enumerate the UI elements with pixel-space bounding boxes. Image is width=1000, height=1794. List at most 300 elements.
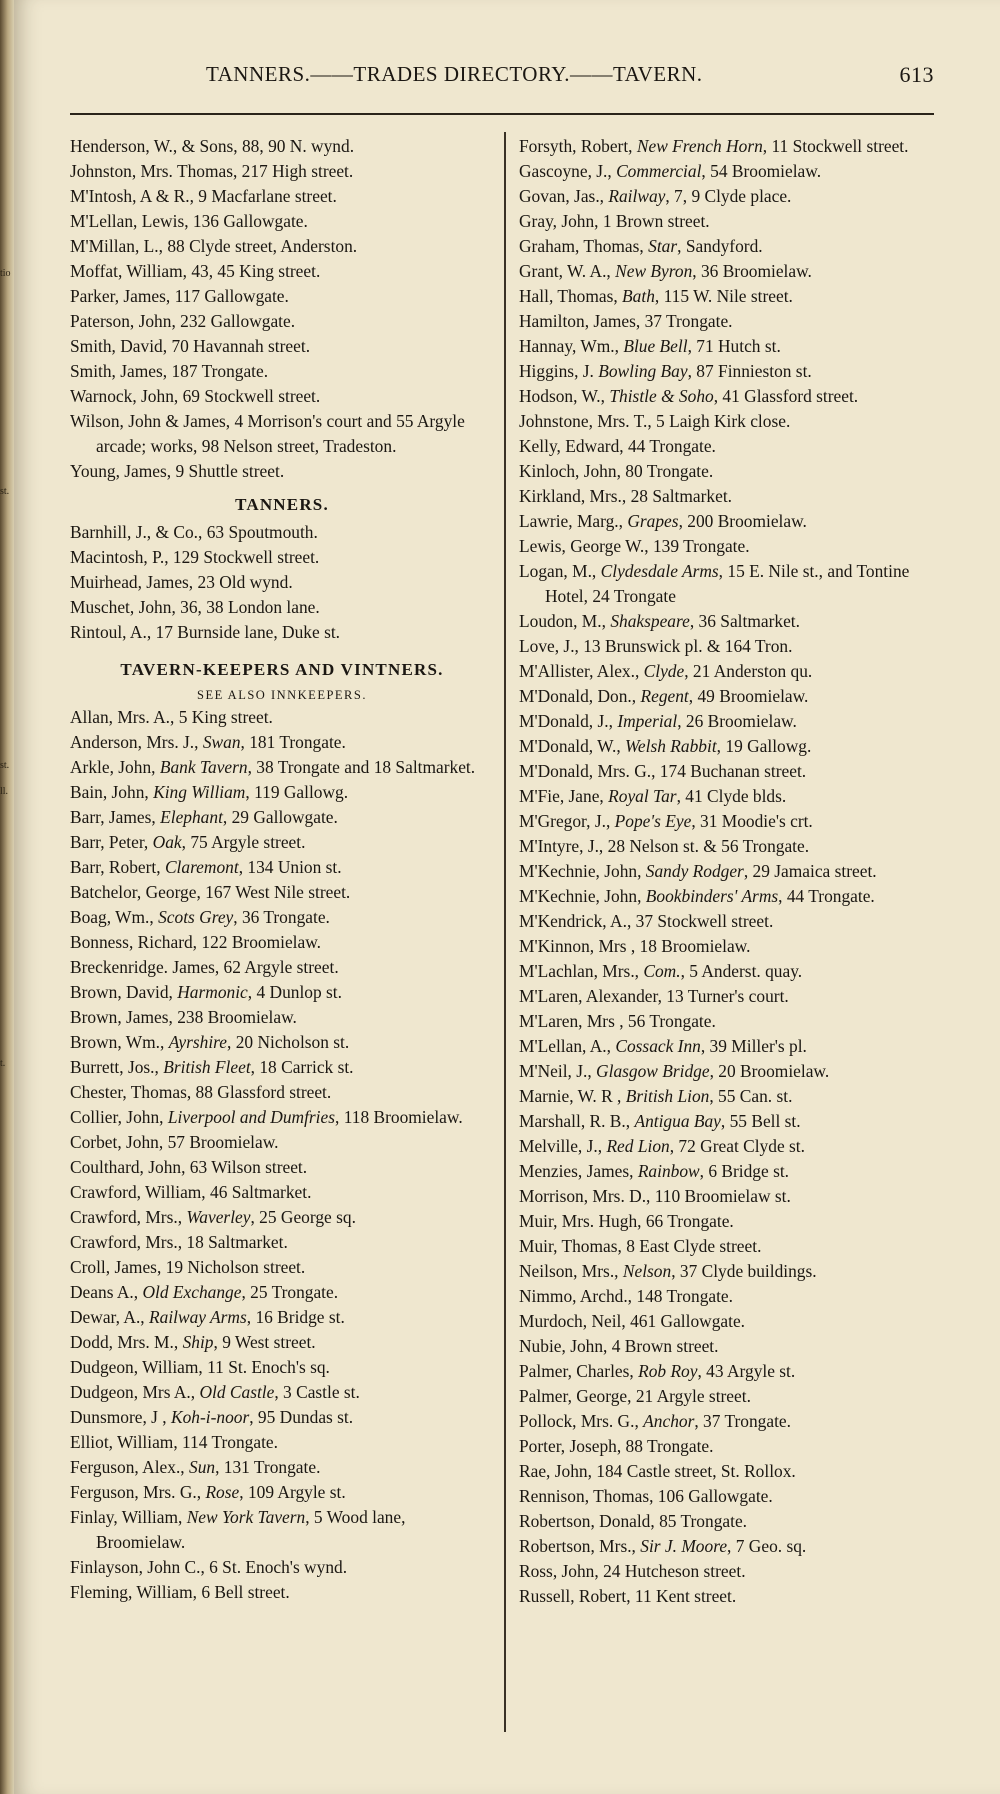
entry-text: Kinloch, John, 80 Trongate. [519, 461, 714, 481]
entry-text: Neilson, Mrs., [519, 1261, 623, 1281]
entry-text: Pollock, Mrs. G., [519, 1411, 644, 1431]
entry-text: M'Kendrick, A., 37 Stockwell street. [519, 911, 774, 931]
directory-entry [70, 730, 494, 755]
directory-entry [70, 184, 494, 209]
entry-address: , 119 Gallowg. [245, 782, 349, 802]
entry-text: M'Lellan, A., [519, 1036, 616, 1056]
section-heading-tavern-keepers: TAVERN-KEEPERS AND VINTNERS. [120, 660, 444, 679]
entry-text: Brown, Wm., [70, 1032, 169, 1052]
entry-text: Collier, John, [70, 1107, 168, 1127]
section-heading-tanners: TANNERS. [235, 495, 329, 514]
entry-text: Arkle, John, [70, 757, 160, 777]
directory-entry [70, 930, 494, 955]
entry-address: , 25 Trongate. [241, 1282, 339, 1302]
entry-address: , 26 Broomielaw. [677, 711, 797, 731]
entry-address: , 37 Clyde buildings. [671, 1261, 817, 1281]
entry-text: Dudgeon, William, 11 St. Enoch's sq. [70, 1357, 330, 1377]
entry-text: Ferguson, Mrs. G., [70, 1482, 206, 1502]
establishment-name: Clydesdale Arms [600, 561, 719, 581]
directory-entry [519, 1284, 947, 1309]
directory-entry [70, 1155, 494, 1180]
directory-entry [70, 1405, 494, 1430]
establishment-name: King William [153, 782, 246, 802]
entry-text: Finlayson, John C., 6 St. Enoch's wynd. [70, 1557, 348, 1577]
entry-address: , 36 Saltmarket. [689, 611, 800, 631]
entry-text: Crawford, Mrs., 18 Saltmarket. [70, 1232, 288, 1252]
directory-entry [70, 1080, 494, 1105]
directory-entry [519, 1509, 947, 1534]
entry-text: Barr, Peter, [70, 832, 153, 852]
entry-address: , 39 Miller's pl. [700, 1036, 807, 1056]
entry-address: , 3 Castle st. [274, 1382, 360, 1402]
establishment-name: Old Exchange [142, 1282, 242, 1302]
entry-text: M'Laren, Mrs , 56 Trongate. [519, 1011, 716, 1031]
entry-address: , 134 Union st. [238, 857, 342, 877]
directory-entry [70, 1455, 494, 1480]
directory-entry [519, 1109, 947, 1134]
entry-text: Deans A., [70, 1282, 143, 1302]
entry-text: Wilson, John & James, 4 Morrison's court and 55 Argyle arcade; works, 98 Nelson street, Tradeston. [70, 411, 465, 456]
entry-text: M'Allister, Alex., [519, 661, 644, 681]
directory-entry [519, 1209, 947, 1234]
entry-text: Moffat, William, 43, 45 King street. [70, 261, 321, 281]
directory-entry [519, 1384, 947, 1409]
right-column [519, 134, 947, 1609]
directory-entry [519, 1459, 947, 1484]
entry-text: Coulthard, John, 63 Wilson street. [70, 1157, 308, 1177]
directory-entry [70, 570, 494, 595]
gutter-mark: tio [0, 268, 11, 279]
directory-entry [70, 1205, 494, 1230]
entry-address: , 29 Gallowgate. [222, 807, 338, 827]
establishment-name: Commercial [616, 161, 702, 181]
directory-entry [519, 284, 947, 309]
entry-text: Graham, Thomas, [519, 236, 649, 256]
directory-entry [519, 1084, 947, 1109]
gutter-mark: st. [0, 486, 10, 497]
entry-text: Young, James, 9 Shuttle street. [70, 461, 285, 481]
entry-address: , 44 Trongate. [778, 886, 875, 906]
directory-entry [519, 534, 947, 559]
establishment-name: Bookbinders' Arms [645, 886, 779, 906]
entry-text: Palmer, Charles, [519, 1361, 639, 1381]
entry-text: M'Lachlan, Mrs., [519, 961, 644, 981]
directory-entry [519, 434, 947, 459]
entry-text: Kirkland, Mrs., 28 Saltmarket. [519, 486, 733, 506]
directory-entry [519, 709, 947, 734]
entry-text: M'Lellan, Lewis, 136 Gallowgate. [70, 211, 308, 231]
directory-entry [519, 134, 947, 159]
entry-text: Burrett, Jos., [70, 1057, 164, 1077]
establishment-name: Imperial [617, 711, 678, 731]
establishment-name: Sandy Rodger [645, 861, 744, 881]
entry-address: , 20 Nicholson st. [227, 1032, 350, 1052]
gutter-mark: st. [0, 760, 10, 771]
entry-text: Crawford, Mrs., [70, 1207, 187, 1227]
entry-text: M'Kechnie, John, [519, 886, 646, 906]
directory-entry [519, 734, 947, 759]
directory-entry [70, 284, 494, 309]
establishment-name: New York Tavern [186, 1507, 306, 1527]
entry-text: Ferguson, Alex., [70, 1457, 189, 1477]
establishment-name: Rose [205, 1482, 240, 1502]
establishment-name: Pope's Eye [614, 811, 692, 831]
entry-text: Forsyth, Robert, [519, 136, 637, 156]
entry-text: Porter, Joseph, 88 Trongate. [519, 1436, 714, 1456]
entry-text: Anderson, Mrs. J., [70, 732, 203, 752]
directory-entry [519, 1309, 947, 1334]
entry-address: , 18 Carrick st. [250, 1057, 354, 1077]
entry-text: Fleming, William, 6 Bell street. [70, 1582, 290, 1602]
entry-text: Finlay, William, [70, 1507, 187, 1527]
entry-address: , 54 Broomielaw. [701, 161, 822, 181]
entry-text: Dudgeon, Mrs A., [70, 1382, 200, 1402]
header-rule [70, 113, 934, 115]
directory-entry [70, 780, 494, 805]
directory-entry [70, 1030, 494, 1055]
entry-text: M'Laren, Alexander, 13 Turner's court. [519, 986, 789, 1006]
establishment-name: Grapes [627, 511, 679, 531]
entry-address: , 49 Broomielaw. [688, 686, 809, 706]
directory-entry [519, 784, 947, 809]
establishment-name: Anchor [643, 1411, 695, 1431]
directory-entry [519, 1434, 947, 1459]
entry-text: Nimmo, Archd., 148 Trongate. [519, 1286, 734, 1306]
entry-text: Hannay, Wm., [519, 336, 624, 356]
entry-address: , 71 Hutch st. [687, 336, 781, 356]
entry-address: , 15 E. Nile st., and Tontine Hotel, 24 Trongate [545, 561, 910, 606]
directory-entry [70, 880, 494, 905]
entry-address: , Sandyford. [677, 236, 763, 256]
directory-entry [519, 1159, 947, 1184]
establishment-name: Glasgow Bridge [596, 1061, 710, 1081]
establishment-name: Koh-i-noor [170, 1407, 250, 1427]
entry-text: M'Gregor, J., [519, 811, 615, 831]
entry-address: , 37 Trongate. [694, 1411, 791, 1431]
directory-entry [519, 1484, 947, 1509]
entry-text: Dewar, A., [70, 1307, 149, 1327]
directory-entry [70, 1255, 494, 1280]
column-divider [504, 132, 506, 1732]
establishment-name: Bath [622, 286, 655, 306]
directory-entry [519, 934, 947, 959]
establishment-name: Antigua Bay [634, 1111, 721, 1131]
directory-entry [70, 1005, 494, 1030]
entry-address: , 41 Glassford street. [713, 386, 859, 406]
entry-text: Hamilton, James, 37 Trongate. [519, 311, 733, 331]
entry-address: , 200 Broomielaw. [678, 511, 807, 531]
directory-entry [70, 1555, 494, 1580]
directory-entry [519, 334, 947, 359]
directory-entry [519, 634, 947, 659]
establishment-name: Bank Tavern [159, 757, 248, 777]
directory-entry [70, 1430, 494, 1455]
directory-entry [519, 309, 947, 334]
entry-address: , 11 Stockwell street. [762, 136, 909, 156]
directory-entry [519, 809, 947, 834]
entry-text: Muir, Thomas, 8 East Clyde street. [519, 1236, 762, 1256]
directory-entry [519, 184, 947, 209]
establishment-name: Railway Arms [149, 1307, 247, 1327]
entry-address: , 7 Geo. sq. [727, 1536, 807, 1556]
directory-entry [70, 595, 494, 620]
entry-text: Brown, David, [70, 982, 178, 1002]
directory-entry [70, 905, 494, 930]
entry-text: Lawrie, Marg., [519, 511, 628, 531]
entry-text: Govan, Jas., [519, 186, 609, 206]
entry-address: , 181 Trongate. [240, 732, 346, 752]
establishment-name: Red Lion [606, 1136, 670, 1156]
entry-text: M'Intosh, A & R., 9 Macfarlane street. [70, 186, 337, 206]
establishment-name: Shakspeare [610, 611, 690, 631]
entry-text: Allan, Mrs. A., 5 King street. [70, 707, 273, 727]
directory-entry [70, 1305, 494, 1330]
entry-text: Warnock, John, 69 Stockwell street. [70, 386, 321, 406]
entry-text: M'Intyre, J., 28 Nelson st. & 56 Trongate. [519, 836, 810, 856]
entry-address: , 4 Dunlop st. [247, 982, 342, 1002]
entry-text: Gray, John, 1 Brown street. [519, 211, 710, 231]
binding-gutter [0, 0, 14, 1794]
directory-entry [519, 759, 947, 784]
entry-text: Gascoyne, J., [519, 161, 617, 181]
entry-text: Kelly, Edward, 44 Trongate. [519, 436, 716, 456]
directory-entry [519, 384, 947, 409]
entry-text: Robertson, Donald, 85 Trongate. [519, 1511, 748, 1531]
entry-text: Rintoul, A., 17 Burnside lane, Duke st. [70, 622, 341, 642]
directory-entry [519, 1409, 947, 1434]
directory-entry [519, 159, 947, 184]
entry-text: Marnie, W. R , [519, 1086, 626, 1106]
entry-address: , 118 Broomielaw. [335, 1107, 463, 1127]
directory-entry [70, 520, 494, 545]
entry-address: , 115 W. Nile street. [654, 286, 793, 306]
entry-text: Henderson, W., & Sons, 88, 90 N. wynd. [70, 136, 355, 156]
entry-text: Dunsmore, J , [70, 1407, 171, 1427]
establishment-name: Blue Bell [623, 336, 688, 356]
establishment-name: New French Horn [636, 136, 763, 156]
entry-text: Ross, John, 24 Hutcheson street. [519, 1561, 746, 1581]
directory-entry [70, 334, 494, 359]
entry-text: M'Donald, Mrs. G., 174 Buchanan street. [519, 761, 807, 781]
entry-text: Rennison, Thomas, 106 Gallowgate. [519, 1486, 773, 1506]
directory-entry [519, 259, 947, 284]
directory-entry [519, 984, 947, 1009]
entry-address: , 25 George sq. [250, 1207, 356, 1227]
entry-address: , 75 Argyle street. [181, 832, 306, 852]
entry-text: Palmer, George, 21 Argyle street. [519, 1386, 751, 1406]
establishment-name: Clyde [643, 661, 685, 681]
entry-address: , 21 Anderston qu. [684, 661, 813, 681]
establishment-name: Welsh Rabbit [625, 736, 717, 756]
directory-entry [519, 559, 947, 609]
entry-text: Croll, James, 19 Nicholson street. [70, 1257, 306, 1277]
directory-entry [519, 1334, 947, 1359]
establishment-name: Com. [643, 961, 681, 981]
entry-text: Barr, James, [70, 807, 161, 827]
entry-text: Barnhill, J., & Co., 63 Spoutmouth. [70, 522, 318, 542]
entry-text: Macintosh, P., 129 Stockwell street. [70, 547, 320, 567]
directory-entry [519, 1059, 947, 1084]
directory-entry [519, 1034, 947, 1059]
running-title: TANNERS.——TRADES DIRECTORY.——TAVERN. [206, 62, 703, 86]
directory-entry [70, 805, 494, 830]
directory-entry [519, 459, 947, 484]
directory-entry [70, 1505, 494, 1555]
directory-entry [519, 484, 947, 509]
tavern-continued-list [70, 134, 494, 484]
directory-entry [519, 1559, 947, 1584]
entry-text: M'Kechnie, John, [519, 861, 646, 881]
directory-entry [519, 1234, 947, 1259]
establishment-name: Swan [202, 732, 241, 752]
directory-entry [70, 259, 494, 284]
directory-entry [519, 859, 947, 884]
entry-address: , 9 West street. [213, 1332, 316, 1352]
directory-entry [519, 659, 947, 684]
entry-text: Rae, John, 184 Castle street, St. Rollox. [519, 1461, 796, 1481]
entry-text: Muir, Mrs. Hugh, 66 Trongate. [519, 1211, 734, 1231]
directory-entry [519, 509, 947, 534]
entry-address: , 20 Broomielaw. [709, 1061, 830, 1081]
entry-text: Crawford, William, 46 Saltmarket. [70, 1182, 312, 1202]
entry-address: , 109 Argyle st. [239, 1482, 346, 1502]
entry-address: , 6 Bridge st. [699, 1161, 790, 1181]
establishment-name: Oak [152, 832, 182, 852]
directory-entry [70, 309, 494, 334]
gutter-mark: t. [0, 1058, 6, 1069]
directory-entry [70, 620, 494, 645]
directory-entry [70, 1480, 494, 1505]
directory-entry [519, 1584, 947, 1609]
entry-text: Loudon, M., [519, 611, 611, 631]
directory-entry [70, 705, 494, 730]
establishment-name: Nelson [622, 1261, 672, 1281]
directory-entry [70, 1580, 494, 1605]
tanners-list [70, 520, 494, 645]
entry-address: , 36 Trongate. [233, 907, 330, 927]
tavern-keepers-list [70, 705, 494, 1605]
entry-text: Nubie, John, 4 Brown street. [519, 1336, 719, 1356]
entry-address: , 41 Clyde blds. [676, 786, 787, 806]
establishment-name: Sun [189, 1457, 216, 1477]
entry-text: M'Fie, Jane, [519, 786, 609, 806]
entry-text: Bonness, Richard, 122 Broomielaw. [70, 932, 322, 952]
entry-text: M'Kinnon, Mrs , 18 Broomielaw. [519, 936, 751, 956]
entry-text: M'Donald, W., [519, 736, 626, 756]
directory-entry [70, 1180, 494, 1205]
entry-address: , 38 Trongate and 18 Saltmarket. [247, 757, 476, 777]
entry-text: Hodson, W., [519, 386, 610, 406]
establishment-name: Rainbow [637, 1161, 700, 1181]
directory-entry [70, 1105, 494, 1130]
establishment-name: Old Castle [199, 1382, 275, 1402]
directory-entry [70, 1130, 494, 1155]
entry-text: Morrison, Mrs. D., 110 Broomielaw st. [519, 1186, 791, 1206]
entry-text: Dodd, Mrs. M., [70, 1332, 183, 1352]
directory-entry [70, 459, 494, 484]
entry-text: Love, J., 13 Brunswick pl. & 164 Tron. [519, 636, 793, 656]
directory-entry [519, 1259, 947, 1284]
directory-entry [519, 834, 947, 859]
establishment-name: Bowling Bay [598, 361, 688, 381]
entry-text: Muschet, John, 36, 38 London lane. [70, 597, 320, 617]
directory-entry [519, 1134, 947, 1159]
establishment-name: New Byron [615, 261, 693, 281]
directory-entry [70, 359, 494, 384]
directory-entry [70, 830, 494, 855]
directory-entry [519, 909, 947, 934]
entry-text: Parker, James, 117 Gallowgate. [70, 286, 289, 306]
entry-text: M'Neil, J., [519, 1061, 597, 1081]
directory-entry [519, 359, 947, 384]
entry-text: Smith, James, 187 Trongate. [70, 361, 269, 381]
directory-entry [70, 159, 494, 184]
entry-text: Elliot, William, 114 Trongate. [70, 1432, 278, 1452]
establishment-name: Star [648, 236, 678, 256]
entry-text: Hall, Thomas, [519, 286, 623, 306]
directory-entry [70, 384, 494, 409]
entry-text: Higgins, J. [519, 361, 599, 381]
directory-entry [70, 1055, 494, 1080]
entry-text: Lewis, George W., 139 Trongate. [519, 536, 750, 556]
entry-text: Logan, M., [519, 561, 601, 581]
directory-entry [70, 980, 494, 1005]
establishment-name: Elephant [160, 807, 223, 827]
entry-text: Bain, John, [70, 782, 154, 802]
entry-address: , 31 Moodie's crt. [691, 811, 813, 831]
directory-entry [519, 1184, 947, 1209]
establishment-name: Rob Roy [638, 1361, 698, 1381]
directory-page [14, 0, 1000, 1794]
establishment-name: Liverpool and Dumfries [167, 1107, 335, 1127]
establishment-name: Ayrshire [168, 1032, 228, 1052]
entry-text: Murdoch, Neil, 461 Gallowgate. [519, 1311, 746, 1331]
entry-text: Johnstone, Mrs. T., 5 Laigh Kirk close. [519, 411, 791, 431]
directory-entry [519, 1359, 947, 1384]
entry-address: , 72 Great Clyde st. [669, 1136, 805, 1156]
entry-address: , 55 Bell st. [720, 1111, 801, 1131]
establishment-name: Regent [640, 686, 689, 706]
entry-address: , 19 Gallowg. [716, 736, 812, 756]
directory-entry [70, 134, 494, 159]
entry-text: Muirhead, James, 23 Old wynd. [70, 572, 293, 592]
entry-text: Russell, Robert, 11 Kent street. [519, 1586, 737, 1606]
directory-entry [70, 209, 494, 234]
entry-address: , 55 Can. st. [709, 1086, 793, 1106]
entry-text: Smith, David, 70 Havannah street. [70, 336, 311, 356]
entry-text: Marshall, R. B., [519, 1111, 635, 1131]
entry-address: , 7, 9 Clyde place. [665, 186, 792, 206]
directory-entry [519, 884, 947, 909]
directory-entry [70, 755, 494, 780]
gutter-mark: ll. [0, 786, 9, 797]
establishment-name: Royal Tar [608, 786, 677, 806]
directory-entry [70, 545, 494, 570]
directory-entry [70, 409, 494, 459]
establishment-name: Thistle & Soho [609, 386, 714, 406]
establishment-name: Cossack Inn [615, 1036, 701, 1056]
page-number: 613 [899, 62, 934, 87]
entry-text: Melville, J., [519, 1136, 607, 1156]
establishment-name: Scots Grey [158, 907, 234, 927]
entry-text: M'Donald, Don., [519, 686, 641, 706]
entry-address: , 87 Finnieston st. [687, 361, 812, 381]
entry-address: , 43 Argyle st. [697, 1361, 796, 1381]
entry-text: Chester, Thomas, 88 Glassford street. [70, 1082, 332, 1102]
section-cross-reference: SEE ALSO INNKEEPERS. [197, 688, 367, 702]
entry-text: Breckenridge. James, 62 Argyle street. [70, 957, 339, 977]
entry-text: Barr, Robert, [70, 857, 165, 877]
